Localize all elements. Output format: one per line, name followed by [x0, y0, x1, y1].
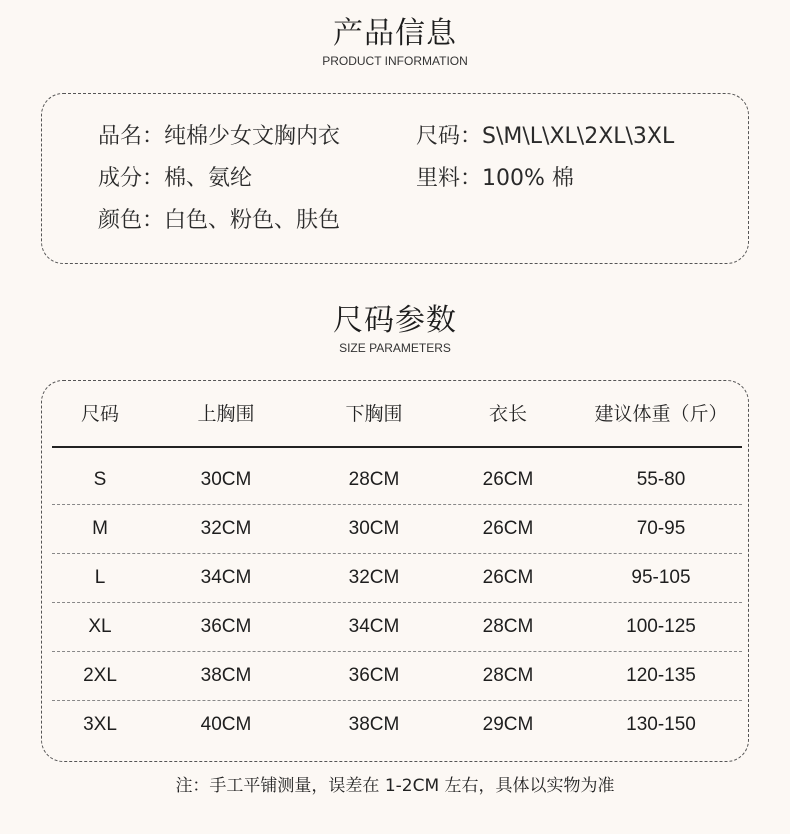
product-color-row — [98, 203, 340, 234]
product-lining-value: 100% 棉 — [482, 166, 574, 191]
table-row — [52, 554, 742, 603]
cell-upper-bust: 32CM — [200, 518, 252, 539]
header-size: 尺码 — [80, 403, 119, 425]
cell-under-bust: 34CM — [348, 616, 400, 637]
cell-size: XL — [88, 616, 112, 637]
cell-weight: 120-135 — [626, 665, 696, 686]
product-name-label: 品名： — [98, 124, 165, 149]
product-composition-row — [98, 161, 252, 192]
cell-under-bust: 30CM — [348, 518, 400, 539]
cell-length: 26CM — [482, 518, 534, 539]
cell-size: L — [94, 567, 106, 588]
cell-length: 29CM — [482, 714, 534, 735]
product-info-subtitle: PRODUCT INFORMATION — [322, 54, 468, 68]
cell-under-bust: 38CM — [348, 714, 400, 735]
size-table — [52, 392, 742, 749]
header-under-bust: 下胸围 — [345, 403, 403, 425]
table-row — [52, 456, 742, 505]
product-lining-label: 里料： — [416, 166, 483, 191]
cell-size: M — [92, 518, 108, 539]
table-row — [52, 505, 742, 554]
product-size-row — [416, 119, 674, 150]
product-info-title: 产品信息 — [333, 16, 457, 51]
cell-under-bust: 36CM — [348, 665, 400, 686]
cell-weight: 130-150 — [626, 714, 696, 735]
header-upper-bust: 上胸围 — [197, 403, 255, 425]
cell-length: 26CM — [482, 469, 534, 490]
product-size-value: S\M\L\XL\2XL\3XL — [482, 124, 675, 149]
size-table-header — [52, 392, 742, 448]
product-size-label: 尺码： — [416, 124, 483, 149]
cell-under-bust: 28CM — [348, 469, 400, 490]
cell-length: 26CM — [482, 567, 534, 588]
product-color-label: 颜色： — [98, 208, 165, 233]
cell-upper-bust: 38CM — [200, 665, 252, 686]
cell-upper-bust: 36CM — [200, 616, 252, 637]
cell-size: 2XL — [83, 665, 117, 686]
cell-under-bust: 32CM — [348, 567, 400, 588]
cell-upper-bust: 30CM — [200, 469, 252, 490]
cell-weight: 70-95 — [636, 518, 686, 539]
header-weight: 建议体重（斤） — [594, 403, 728, 425]
cell-length: 28CM — [482, 616, 534, 637]
product-color-value: 白色、粉色、肤色 — [164, 208, 341, 233]
product-composition-value: 棉、氨纶 — [164, 166, 253, 191]
header-length: 衣长 — [488, 403, 527, 425]
cell-weight: 55-80 — [636, 469, 686, 490]
table-row — [52, 701, 742, 749]
cell-weight: 100-125 — [626, 616, 696, 637]
measurement-note: 注：手工平铺测量，误差在 1-2CM 左右，具体以实物为准 — [175, 776, 615, 796]
cell-upper-bust: 34CM — [200, 567, 252, 588]
product-composition-label: 成分： — [98, 166, 165, 191]
size-params-subtitle: SIZE PARAMETERS — [339, 341, 451, 355]
product-name-row — [98, 119, 340, 150]
cell-size: 3XL — [83, 714, 117, 735]
table-row — [52, 652, 742, 701]
cell-upper-bust: 40CM — [200, 714, 252, 735]
table-row — [52, 603, 742, 652]
cell-size: S — [93, 469, 107, 490]
cell-weight: 95-105 — [631, 567, 691, 588]
product-name-value: 纯棉少女文胸内衣 — [164, 124, 341, 149]
size-params-title: 尺码参数 — [333, 303, 457, 338]
cell-length: 28CM — [482, 665, 534, 686]
product-lining-row — [416, 161, 574, 192]
size-table-body — [52, 448, 742, 749]
